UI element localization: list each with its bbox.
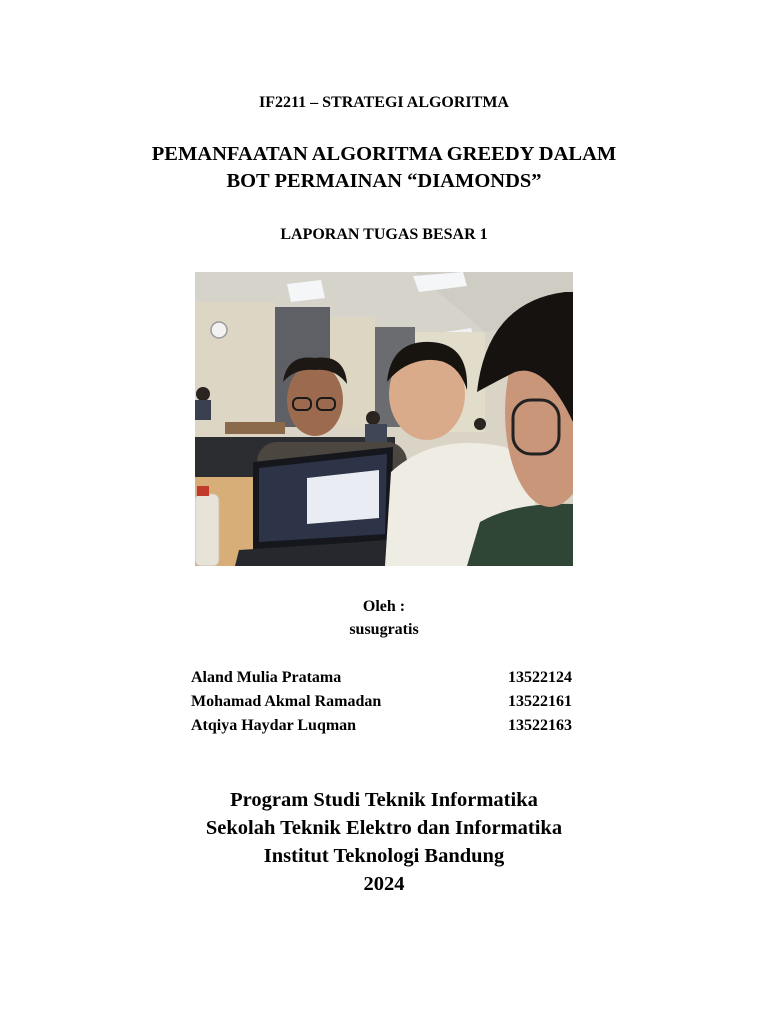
school-name: Sekolah Teknik Elektro dan Informatika: [205, 817, 563, 839]
member-nim: 13522163: [508, 717, 572, 734]
institution-block: [0, 786, 768, 898]
report-title-line-1: PEMANFAATAN ALGORITMA GREEDY DALAM: [151, 143, 617, 165]
report-year: 2024: [363, 873, 405, 895]
member-row: [191, 714, 591, 738]
authors-block: [0, 595, 768, 641]
member-nim: 13522161: [508, 693, 572, 710]
report-title: [0, 141, 768, 195]
member-name: Atqiya Haydar Luqman: [191, 717, 357, 734]
by-label: Oleh :: [362, 598, 406, 615]
course-title: IF2211 – STRATEGI ALGORITMA: [259, 94, 509, 111]
member-nim: 13522124: [508, 669, 572, 686]
report-subtitle: LAPORAN TUGAS BESAR 1: [280, 226, 488, 243]
member-name: Mohamad Akmal Ramadan: [191, 693, 382, 710]
member-list: [191, 666, 591, 738]
study-program: Program Studi Teknik Informatika: [230, 789, 538, 811]
member-row: [191, 690, 591, 714]
report-title-line-2: BOT PERMAINAN “DIAMONDS”: [226, 170, 542, 192]
university-name: Institut Teknologi Bandung: [263, 845, 505, 867]
member-row: [191, 666, 591, 690]
member-name: Aland Mulia Pratama: [191, 669, 342, 686]
team-name: susugratis: [349, 621, 419, 638]
team-photo: [195, 272, 573, 566]
